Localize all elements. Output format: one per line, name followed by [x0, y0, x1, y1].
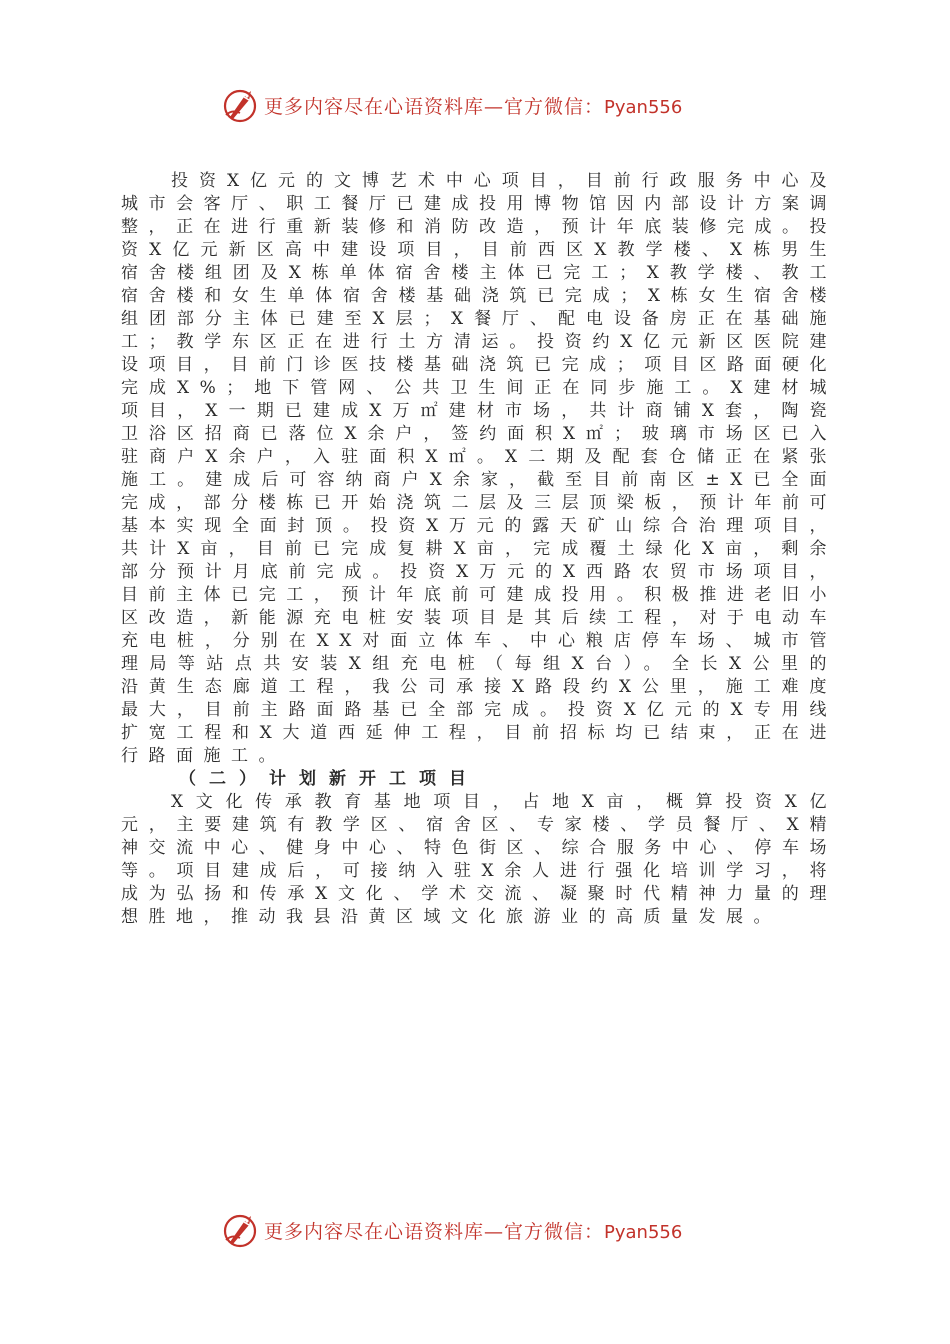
- footer-wechat-id: Pyan556: [604, 1221, 683, 1243]
- paragraph-new-projects: X文化传承教育基地项目，占地X亩，概算投资X亿元，主要建筑有教学区、宿舍区、专家楼、学员餐厅、X精神交流中心、健身中心、特色街区、综合服务中心、停车场等。项目建成后，可接纳入驻X余人进行强化培训学习，将成为弘扬和传承X文化、学术交流、凝聚时代精神力量的理想胜地，推动我县沿黄区域文化旅游业的高质量发展。: [121, 792, 837, 927]
- header-banner: [0, 82, 950, 128]
- document-body: [121, 170, 837, 929]
- footer-banner-label: 更多内容尽在心语资料库—官方微信：: [264, 1220, 605, 1243]
- header-wechat-id: Pyan556: [604, 96, 683, 118]
- footer-banner: [0, 1207, 950, 1253]
- header-banner-label: 更多内容尽在心语资料库—官方微信：: [264, 95, 605, 118]
- footer-banner-inner: [220, 1207, 682, 1253]
- pen-nib-logo-icon: [220, 85, 260, 125]
- footer-banner-text: [264, 1217, 682, 1244]
- pen-nib-logo-icon: [220, 1210, 260, 1250]
- section-heading: （二）计划新开工项目: [179, 769, 479, 789]
- header-banner-text: [264, 92, 682, 119]
- header-banner-inner: [220, 82, 682, 128]
- paragraph-projects-progress: 投资X亿元的文博艺术中心项目，目前行政服务中心及城市会客厅、职工餐厅已建成投用博物馆因内部设计方案调整，正在进行重新装修和消防改造，预计年底装修完成。投资X亿元新区高中建设项目，目前西区X教学楼、X栋男生宿舍楼组团及X栋单体宿舍楼主体已完工；X教学楼、教工宿舍楼和女生单体宿舍楼基础浇筑已完成；X栋女生宿舍楼组团部分主体已建至X层；X餐厅、配电设备房正在基础施工；教学东区正在进行土方清运。投资约X亿元新区医院建设项目，目前门诊医技楼基础浇筑已完成；项目区路面硬化完成X%；地下管网、公共卫生间正在同步施工。X建材城项目，X一期已建成X万㎡建材市场，共计商铺X套，陶瓷卫浴区招商已落位X余户，签约面积X㎡；玻璃市场区已入驻商户X余户，入驻面积X㎡。X二期及配套仓储正在紧张施工。建成后可容纳商户X余家，截至目前南区±X已全面完成，部分楼栋已开始浇筑二层及三层顶梁板，预计年前可基本实现全面封顶。投资X万元的露天矿山综合治理项目，共计X亩，目前已完成复耕X亩，完成覆土绿化X亩，剩余部分预计月底前完成。投资X万元的X西路农贸市场项目，目前主体已完工，预计年底前可建成投用。积极推进老旧小区改造，新能源充电桩安装项目是其后续工程，对于电动车充电桩，分别在XX对面立体车、中心粮店停车场、城市管理局等站点共安装X组充电桩（每组X台）。全长X公里的沿黄生态廊道工程，我公司承接X路段约X公里，施工难度最大，目前主路面路基已全部完成。投资X亿元的X专用线扩宽工程和X大道西延伸工程，目前招标均已结束，正在进行路面施工。: [121, 171, 837, 766]
